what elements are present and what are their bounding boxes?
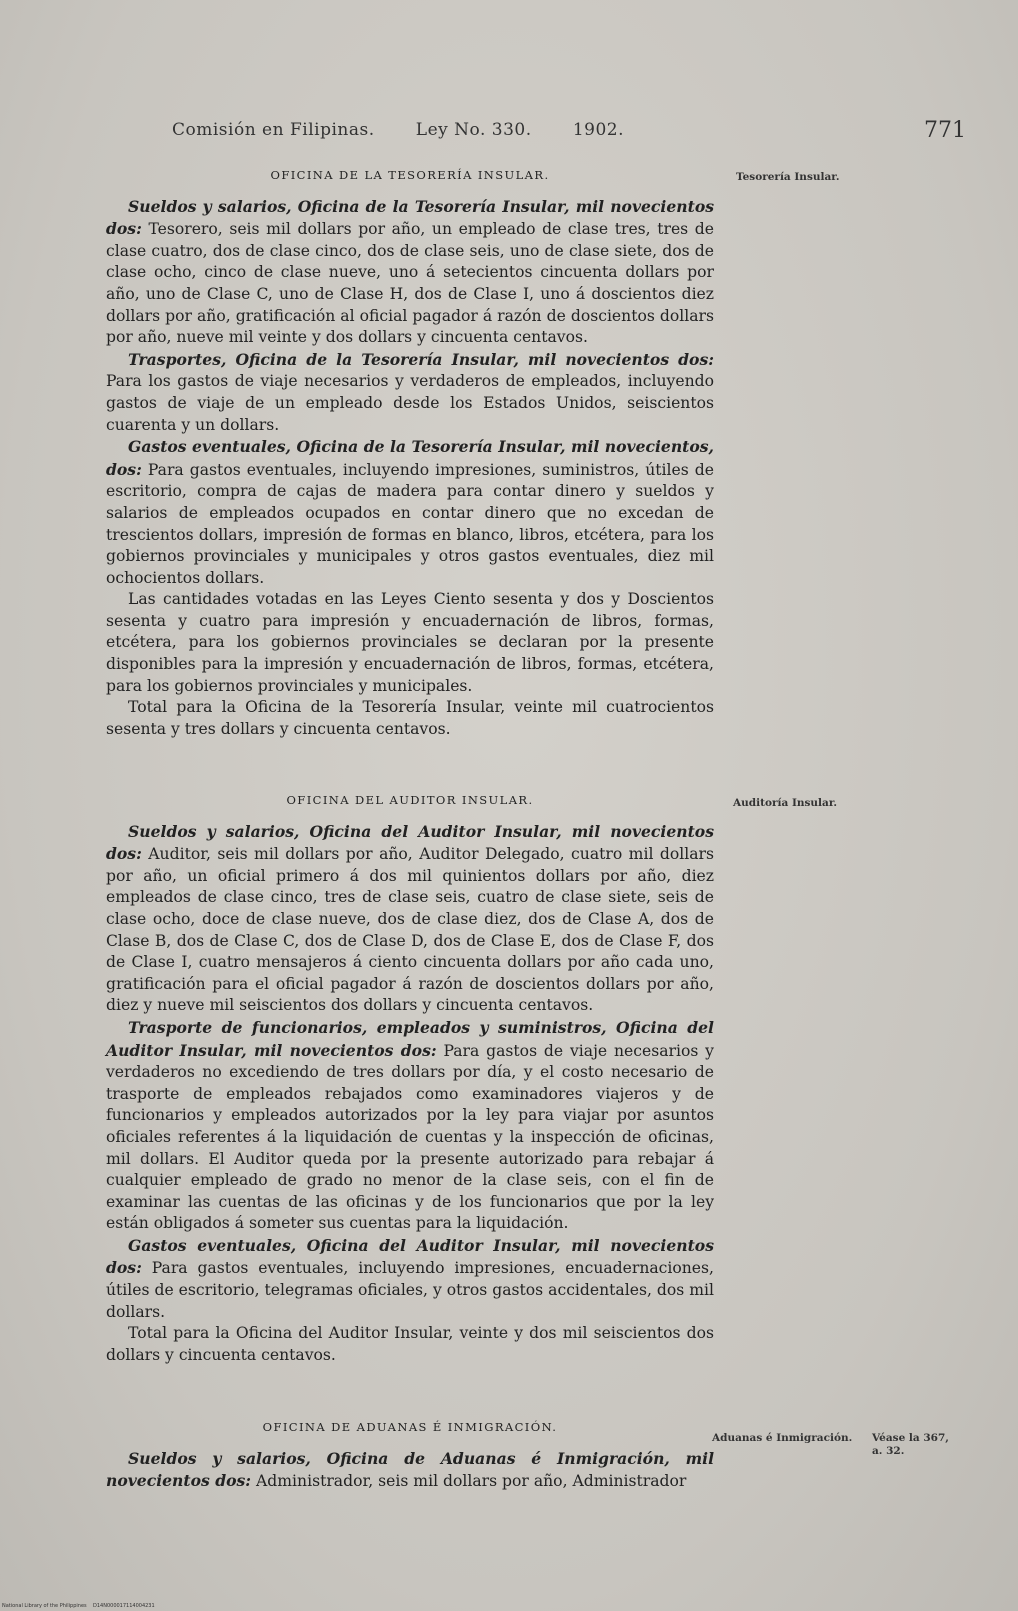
- paragraph: [106, 1235, 714, 1323]
- law-year: 1902.: [572, 120, 624, 140]
- page-number: 771: [924, 118, 966, 143]
- paragraph-lead: Trasportes, Oficina de la Tesorería Insular, mil novecientos dos:: [128, 349, 714, 369]
- paragraph-total: Total para la Oficina del Auditor Insular, veinte y dos mil seiscientos dos dollars y cincuenta centavos.: [106, 1324, 714, 1364]
- paragraph: [106, 349, 714, 436]
- paragraph-lead: Sueldos y salarios, Oficina de la Tesorería Insular, mil novecientos dos:: [106, 196, 714, 239]
- section-aduanas: [106, 1417, 714, 1493]
- paragraph-text: Para gastos eventuales, incluyendo impresiones, encuadernaciones, útiles de escritorio, telegramas oficiales, y otros gastos accidentales, dos mil dollars.: [106, 1259, 714, 1321]
- margin-note-aduanas: Aduanas é Inmigración.: [712, 1432, 853, 1444]
- paragraph: [106, 1017, 714, 1235]
- section-tesoreria: [106, 165, 714, 740]
- paragraph-text: Tesorero, seis mil dollars por año, un empleado de clase tres, tres de clase cuatro, dos de clase cinco, dos de clase seis, uno de clase siete, dos de clase ocho, cinco de clase nueve, uno á setecientos cincuenta dollars por año, uno de Clase C, uno de Clase H, dos de Clase I, uno á doscientos diez dollars por año, gratificación al oficial pagador á razón de doscientos dollars por año, nueve mil veinte y dos dollars y cincuenta centavos.: [106, 220, 714, 347]
- paragraph: [106, 1448, 714, 1493]
- paragraph-lead: Trasporte de funcionarios, empleados y suministros, Oficina del Auditor Insular, mil novecientos dos:: [106, 1017, 714, 1060]
- footer-credit: [2, 1603, 155, 1609]
- paragraph-lead: Gastos eventuales, Oficina de la Tesorería Insular, mil novecientos, dos:: [106, 437, 714, 479]
- footer-code: D14N000017114004231: [93, 1603, 155, 1609]
- section-heading: OFICINA DE LA TESORERÍA INSULAR.: [270, 168, 550, 182]
- paragraph: [106, 436, 714, 589]
- paragraph-text: Para gastos de viaje necesarios y verdaderos no excediendo de tres dollars por día, y el costo necesario de trasporte de empleados rebajados como examinadores viajeros y de funcionarios y empleados autorizados por la ley para viajar por asuntos oficiales referentes á la liquidación de cuentas y la inspección de oficinas, mil dollars. El Auditor queda por la presente autorizado para rebajar á cualquier empleado de grado no menor de la clase seis, con el fin de examinar las cuentas de las oficinas y de los funcionarios que por la ley están obligados á someter sus cuentas para la liquidación.: [106, 1041, 714, 1233]
- paragraph-text: Para los gastos de viaje necesarios y verdaderos de empleados, incluyendo gastos de viaje de un empleado desde los Estados Unidos, seiscientos cuarenta y un dollars.: [106, 372, 714, 434]
- paragraph-lead: Sueldos y salarios, Oficina de Aduanas é Inmigración, mil novecientos dos:: [106, 1448, 714, 1491]
- paragraph-total: Total para la Oficina de la Tesorería Insular, veinte mil cuatrocientos sesenta y tres dollars y cincuenta centavos.: [106, 698, 714, 738]
- paragraph: [106, 821, 714, 1017]
- margin-note-tesoreria: Tesorería Insular.: [736, 171, 840, 183]
- paragraph: Las cantidades votadas en las Leyes Ciento sesenta y dos y Doscientos sesenta y cuatro para impresión y encuadernación de libros, formas, etcétera, para los gobiernos provinciales se declaran por la presente disponibles para la impresión y encuadernación de libros, formas, etcétera, para los gobiernos provinciales y municipales.: [106, 590, 714, 695]
- paragraph-lead: Sueldos y salarios, Oficina del Auditor Insular, mil novecientos dos:: [106, 821, 714, 864]
- running-title: Comisión en Filipinas.: [172, 120, 375, 140]
- section-heading: OFICINA DE ADUANAS É INMIGRACIÓN.: [262, 1420, 558, 1434]
- section-heading: OFICINA DEL AUDITOR INSULAR.: [286, 793, 534, 807]
- margin-note-cross-reference: Véase la 367, a. 32.: [872, 1432, 949, 1457]
- law-number: Ley No. 330.: [415, 120, 532, 140]
- margin-note-auditoria: Auditoría Insular.: [733, 797, 838, 809]
- paragraph: [106, 196, 714, 349]
- running-head: [172, 120, 624, 140]
- paragraph-text: Auditor, seis mil dollars por año, Auditor Delegado, cuatro mil dollars por año, un oficial primero á dos mil quinientos dollars por año, diez empleados de clase cinco, tres de clase seis, cuatro de clase siete, seis de clase ocho, doce de clase nueve, dos de clase diez, dos de Clase A, dos de Clase B, dos de Clase C, dos de Clase D, dos de Clase E, dos de Clase F, dos de Clase I, cuatro mensajeros á ciento cincuenta dollars por año cada uno, gratificación para el oficial pagador á razón de doscientos dollars por año, diez y nueve mil seiscientos dos dollars y cincuenta centavos.: [106, 845, 714, 1015]
- paragraph-lead: Gastos eventuales, Oficina del Auditor Insular, mil novecientos dos:: [106, 1235, 714, 1278]
- paragraph-text: Para gastos eventuales, incluyendo impresiones, suministros, útiles de escritorio, compra de cajas de madera para contar dinero y sueldos y salarios de empleados ocupados en contar dinero que no excedan de trescientos dollars, impresión de formas en blanco, libros, etcétera, para los gobiernos provinciales y municipales y otros gastos eventuales, diez mil ochocientos dollars.: [106, 460, 714, 587]
- paragraph-text: Administrador, seis mil dollars por año, Administrador: [251, 1472, 687, 1491]
- section-auditor: [106, 790, 714, 1366]
- footer-library: National Library of the Philippines: [2, 1603, 87, 1609]
